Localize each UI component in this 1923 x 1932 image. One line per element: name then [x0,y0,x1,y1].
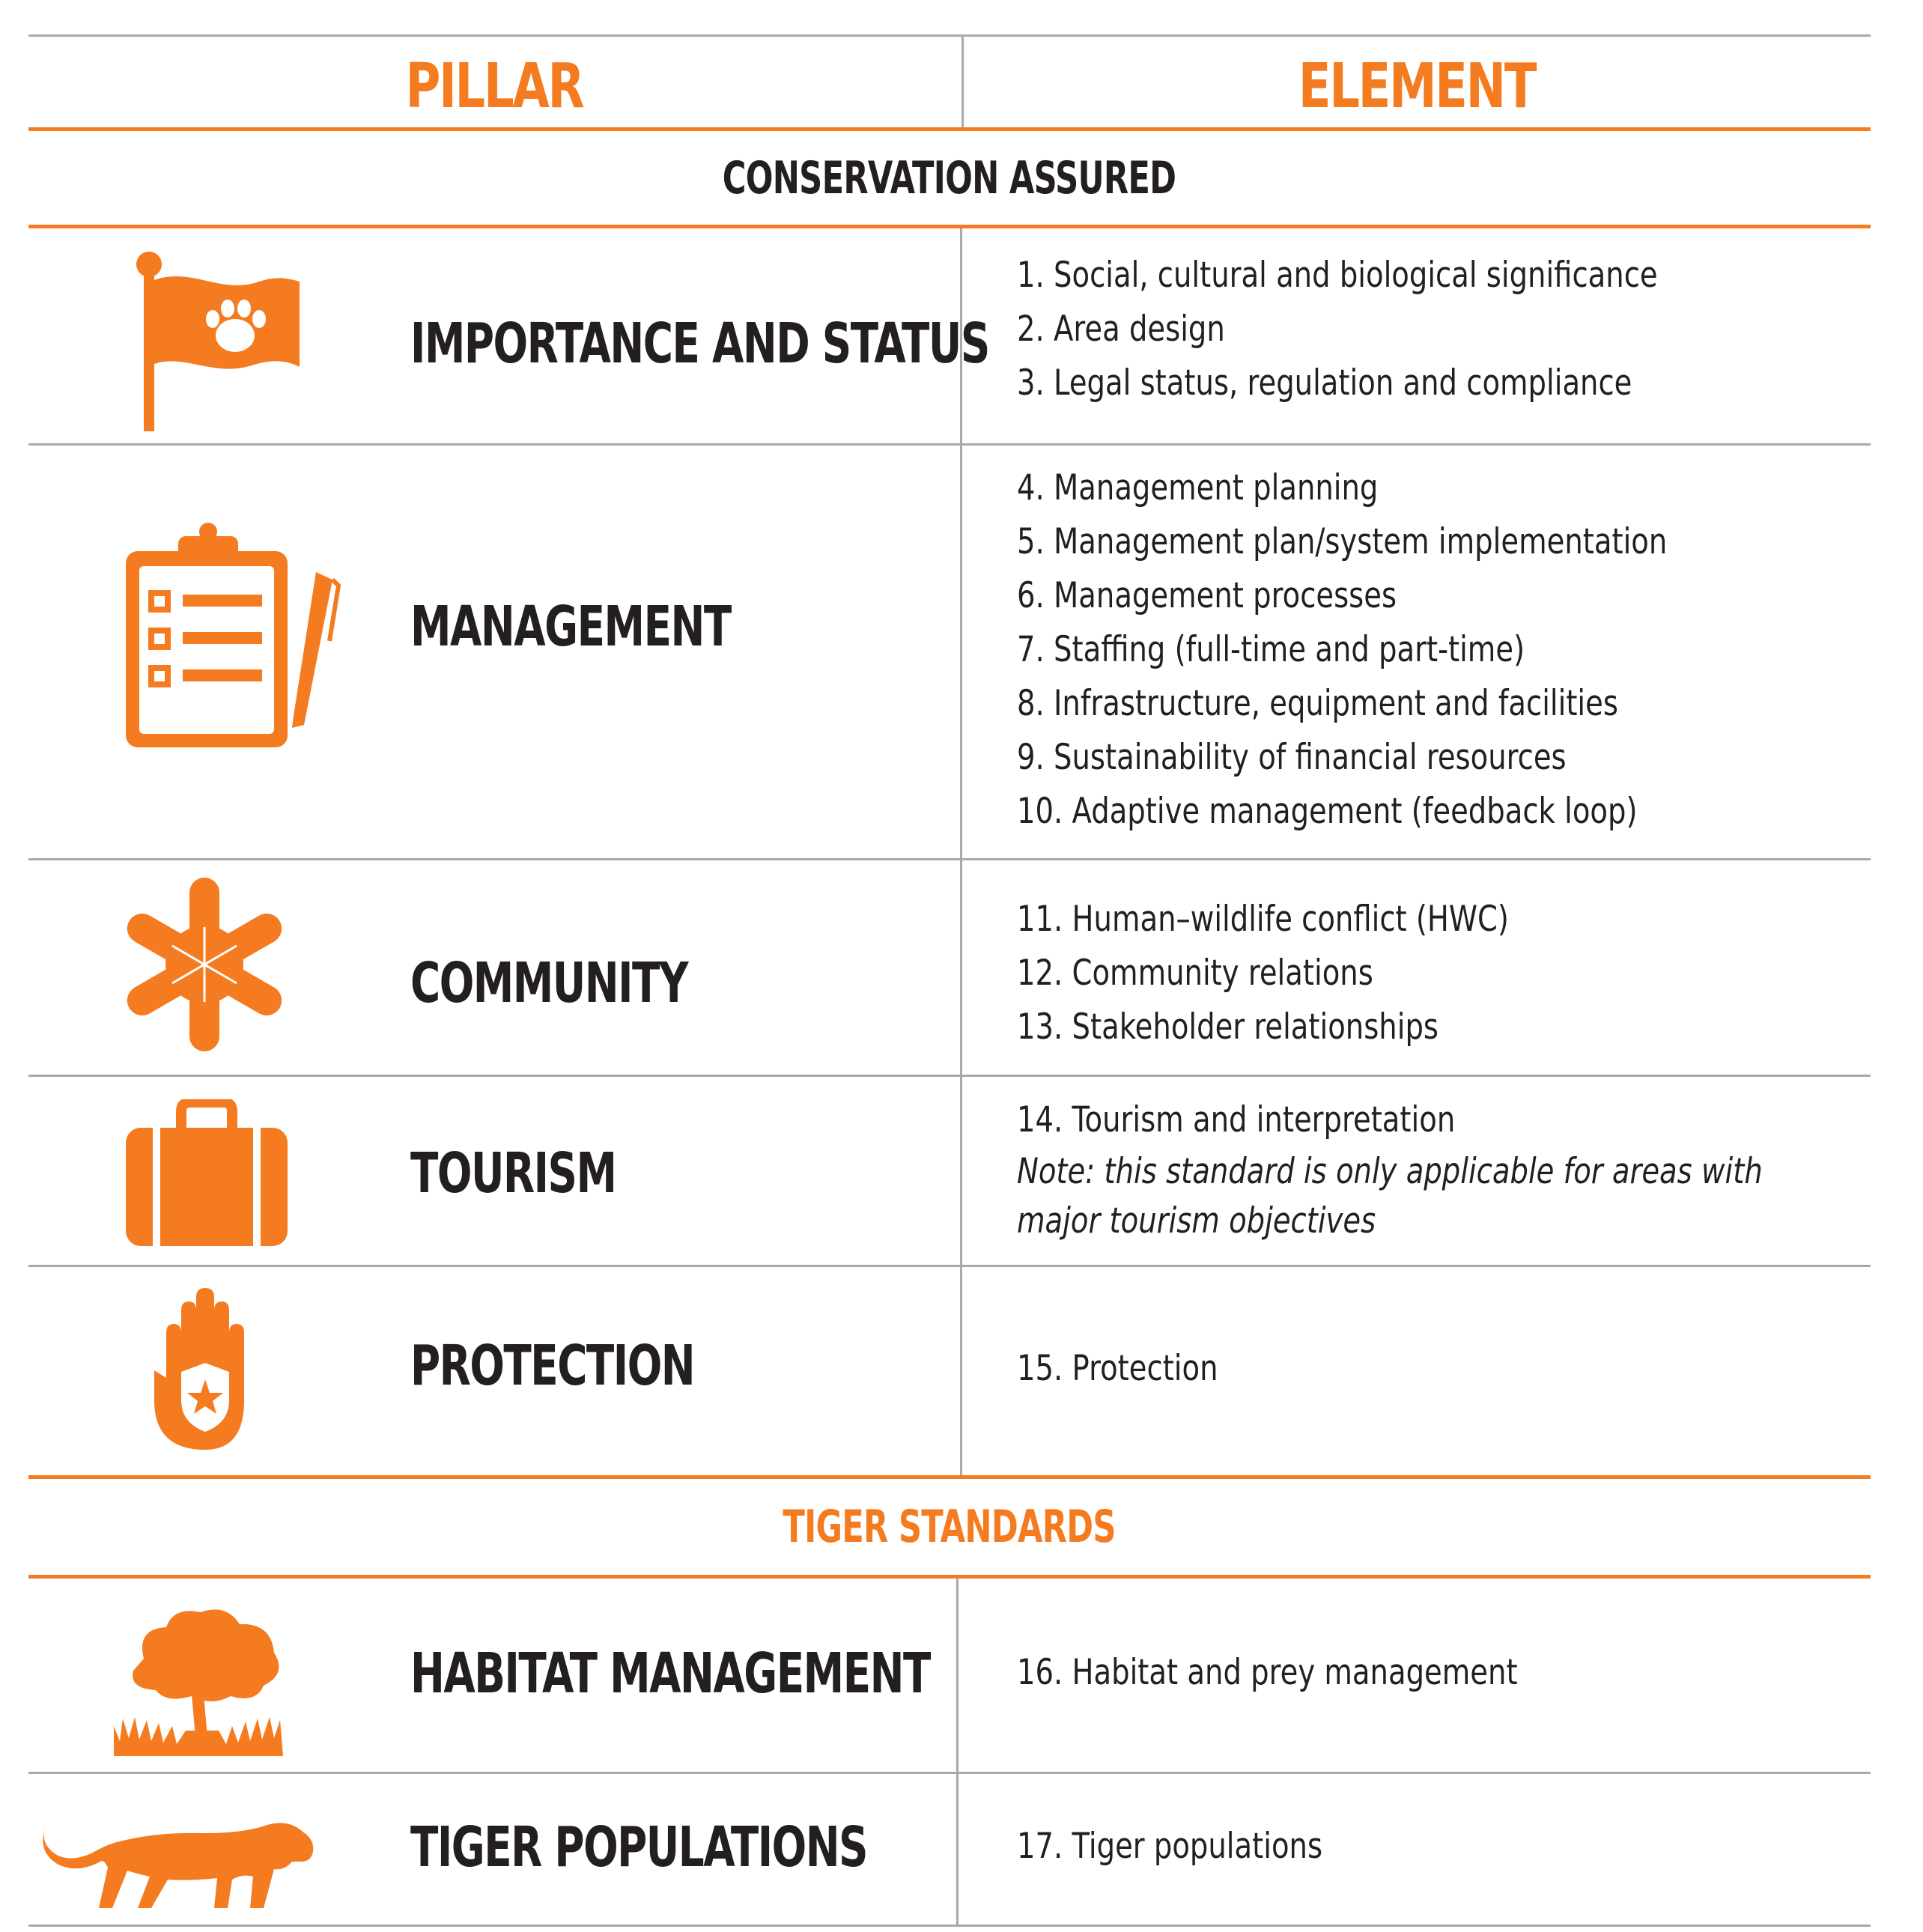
element-item: 2. Area design [1017,309,1225,350]
pillar-management: MANAGEMENT [410,595,731,659]
bottom-rule [28,1925,1871,1927]
row-divider [28,1075,1871,1077]
section-rule [28,225,1871,228]
element-item: 12. Community relations [1017,953,1373,994]
pillar-column-header: PILLAR [405,50,583,122]
row-divider [28,443,1871,446]
tree-grass-icon [114,1606,283,1756]
element-item: 13. Stakeholder relationships [1017,1006,1439,1048]
section-rule [28,1575,1871,1579]
element-list [1017,249,1658,410]
element-item: 1. Social, cultural and biological significance [1017,255,1658,296]
element-item: 7. Staffing (full-time and part-time) [1017,629,1525,670]
element-list [1017,1342,1218,1396]
pillar-community: COMMUNITY [410,951,688,1015]
element-item: 15. Protection [1017,1348,1218,1389]
pillar-tiger-populations: TIGER POPULATIONS [410,1815,868,1880]
section-title: TIGER STANDARDS [783,1501,1117,1553]
column-divider [960,228,962,1475]
element-item: 14. Tourism and interpretation [1017,1099,1456,1140]
element-item: 4. Management planning [1017,467,1379,508]
element-list [1017,1646,1518,1700]
joined-hands-icon [120,876,289,1053]
pillar-habitat-management: HABITAT MANAGEMENT [410,1641,930,1706]
hand-star-shield-icon [154,1288,256,1450]
tourism-note: Note: this standard is only applicable for areas with [1017,1151,1763,1192]
element-list [1017,1093,1763,1246]
element-item: 6. Management processes [1017,575,1397,616]
tiger-icon [40,1799,318,1910]
element-item: 9. Sustainability of financial resources [1017,737,1567,778]
element-item: 8. Infrastructure, equipment and facilities [1017,683,1618,724]
column-divider [962,34,964,127]
element-item: 3. Legal status, regulation and compliance [1017,362,1632,404]
flag-paw-icon [132,252,312,431]
element-item: 17. Tiger populations [1017,1826,1323,1867]
element-item: 16. Habitat and prey management [1017,1652,1518,1693]
row-divider [28,858,1871,860]
section-conservation-assured [28,131,1871,225]
element-item: 5. Management plan/system implementation [1017,521,1668,562]
element-item: 10. Adaptive management (feedback loop) [1017,791,1638,832]
pillar-protection: PROTECTION [410,1334,695,1398]
element-item: 11. Human–wildlife conflict (HWC) [1017,899,1509,940]
tourism-note: major tourism objectives [1017,1200,1376,1242]
section-tiger-standards [28,1479,1871,1575]
element-list [1017,893,1509,1054]
clipboard-pen-icon [120,521,344,753]
element-list [1017,461,1667,839]
element-column-header: ELEMENT [1298,50,1536,122]
pillar-importance-and-status: IMPORTANCE AND STATUS [410,312,989,376]
row-divider [28,1265,1871,1267]
column-divider [956,1579,959,1925]
suitcase-icon [126,1099,288,1246]
element-list [1017,1820,1322,1874]
row-divider [28,1772,1871,1774]
top-rule [28,34,1871,37]
section-title: CONSERVATION ASSURED [723,151,1176,204]
pillar-tourism: TOURISM [410,1141,616,1206]
